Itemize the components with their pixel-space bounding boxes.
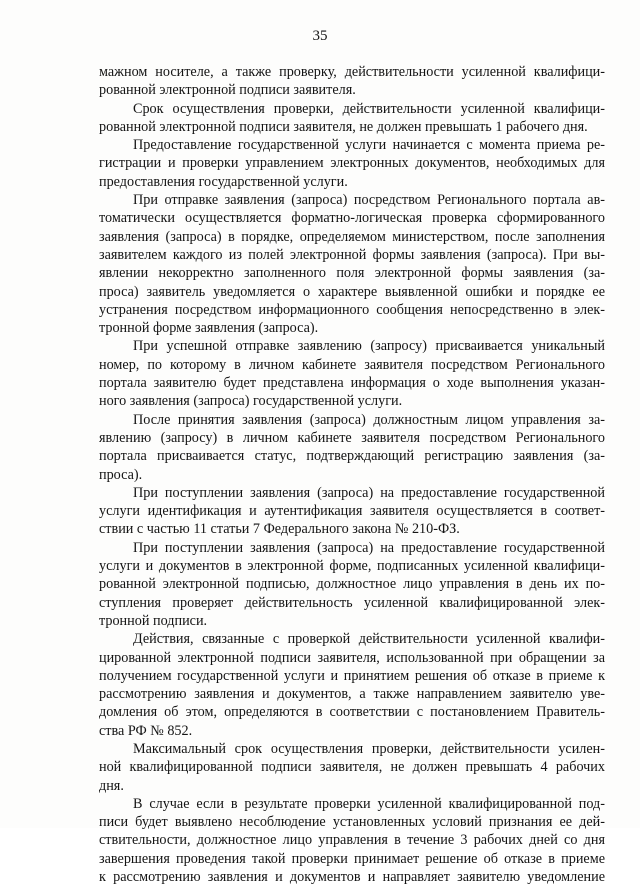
page-number: 35 [312,28,328,44]
text-line: ного заявления (запроса) государственной услуги. [99,393,403,410]
paragraph [99,740,605,795]
text-line: Действия, связанные с проверкой действительности усиленной квалифи- [133,631,605,648]
paragraph [99,539,605,630]
text-line: Предоставление государственной услуги начинается с момента приема ре- [133,137,605,154]
text-line: тронной подписи. [99,612,208,629]
text-line: номер, по которому в личном кабинете заявителя посредством Регионального [99,356,605,373]
paragraph [99,337,605,410]
paragraph [99,136,605,191]
text-line: ступления проверяет действительность усиленной квалифицированной элек- [99,594,605,611]
document-body [99,63,605,886]
text-line: портала присваивается статус, подтверждающий регистрацию заявления (за- [99,448,605,465]
text-line: услуги и документов в электронной форме, подписанных усиленной квалифици- [99,558,605,575]
text-line: устранения посредством информационного сообщения непосредственно в элек- [99,301,605,318]
text-line: завершения проведения такой проверки принимает решение об отказе в приеме [99,850,605,867]
text-line: к рассмотрению заявления и документов и направляет заявителю уведомление [99,869,605,886]
text-line: ствительности, должностное лицо управления в течение 3 рабочих дней со дня [99,832,605,849]
text-line: заявления (запроса) в порядке, определяемом министерством, после заполнения [99,228,605,245]
paragraph [99,484,605,539]
text-line: писи будет выявлено несоблюдение установленных условий признания ее дей- [99,814,605,831]
text-line: явлении некорректно заполненного поля электронной формы заявления (за- [99,265,605,282]
text-line: Максимальный срок осуществления проверки, действительности усилен- [133,740,605,757]
paragraph [99,411,605,484]
text-line: предоставления государственной услуги. [99,173,348,190]
paragraph [99,100,605,137]
text-line: При поступлении заявления (запроса) на предоставление государственной [133,484,605,501]
text-line: томатически осуществляется форматно-логическая проверка сформированного [99,210,605,227]
paragraph [99,795,605,886]
text-line: ной квалифицированной подписи заявителя, не должен превышать 4 рабочих [99,759,605,776]
text-line: цированной электронной подписи заявителя, использованной при обращении за [99,649,605,666]
text-line: дня. [99,777,124,794]
text-line: заявителем каждого из полей электронной формы заявления (запроса). При вы- [99,246,605,263]
text-line: При успешной отправке заявлению (запросу) присваивается уникальный [133,338,605,355]
text-line: рованной электронной подписи заявителя, не должен превышать 1 рабочего дня. [99,118,588,135]
text-line: ства РФ № 852. [99,722,193,739]
text-line: При отправке заявления (запроса) посредством Регионального портала ав- [133,192,605,209]
paragraph [99,630,605,740]
paragraph [99,63,605,100]
text-line: проса) заявитель уведомляется о характере выявленной ошибки и порядке ее [99,283,605,300]
text-line: ствии с частью 11 статьи 7 Федерального закона № 210-ФЗ. [99,521,460,538]
text-line: домления об этом, определяются в соответствии с постановлением Правитель- [99,704,605,721]
text-line: услуги идентификация и аутентификация заявителя осуществляется в соответ- [99,503,605,520]
text-line: При поступлении заявления (запроса) на предоставление государственной [133,539,605,556]
text-line: проса). [99,466,143,483]
text-line: тронной форме заявления (запроса). [99,320,319,337]
text-line: портала заявителю будет представлена информация о ходе выполнения указан- [99,375,605,392]
text-line: мажном носителе, а также проверку, действительности усиленной квалифици- [99,64,605,80]
paragraph [99,191,605,337]
text-line: рованной электронной подписи заявителя. [99,82,356,99]
text-line: явлению (запросу) в личном кабинете заявителя посредством Регионального [99,429,605,446]
text-line: После принятия заявления (запроса) должностным лицом управления за- [133,411,605,428]
text-line: В случае если в результате проверки усиленной квалифицированной под- [133,795,605,812]
text-line: получением государственной услуги и принятием решения об отказе в приеме к [99,667,605,684]
text-line: гистрации и проверки управлением электронных документов, необходимых для [99,155,605,172]
text-line: рованной электронной подписью, должностное лицо управления в день их по- [99,576,605,593]
text-line: рассмотрению заявления и документов, а также направлением заявителю уве- [99,686,605,703]
text-line: Срок осуществления проверки, действительности усиленной квалифици- [133,100,605,117]
